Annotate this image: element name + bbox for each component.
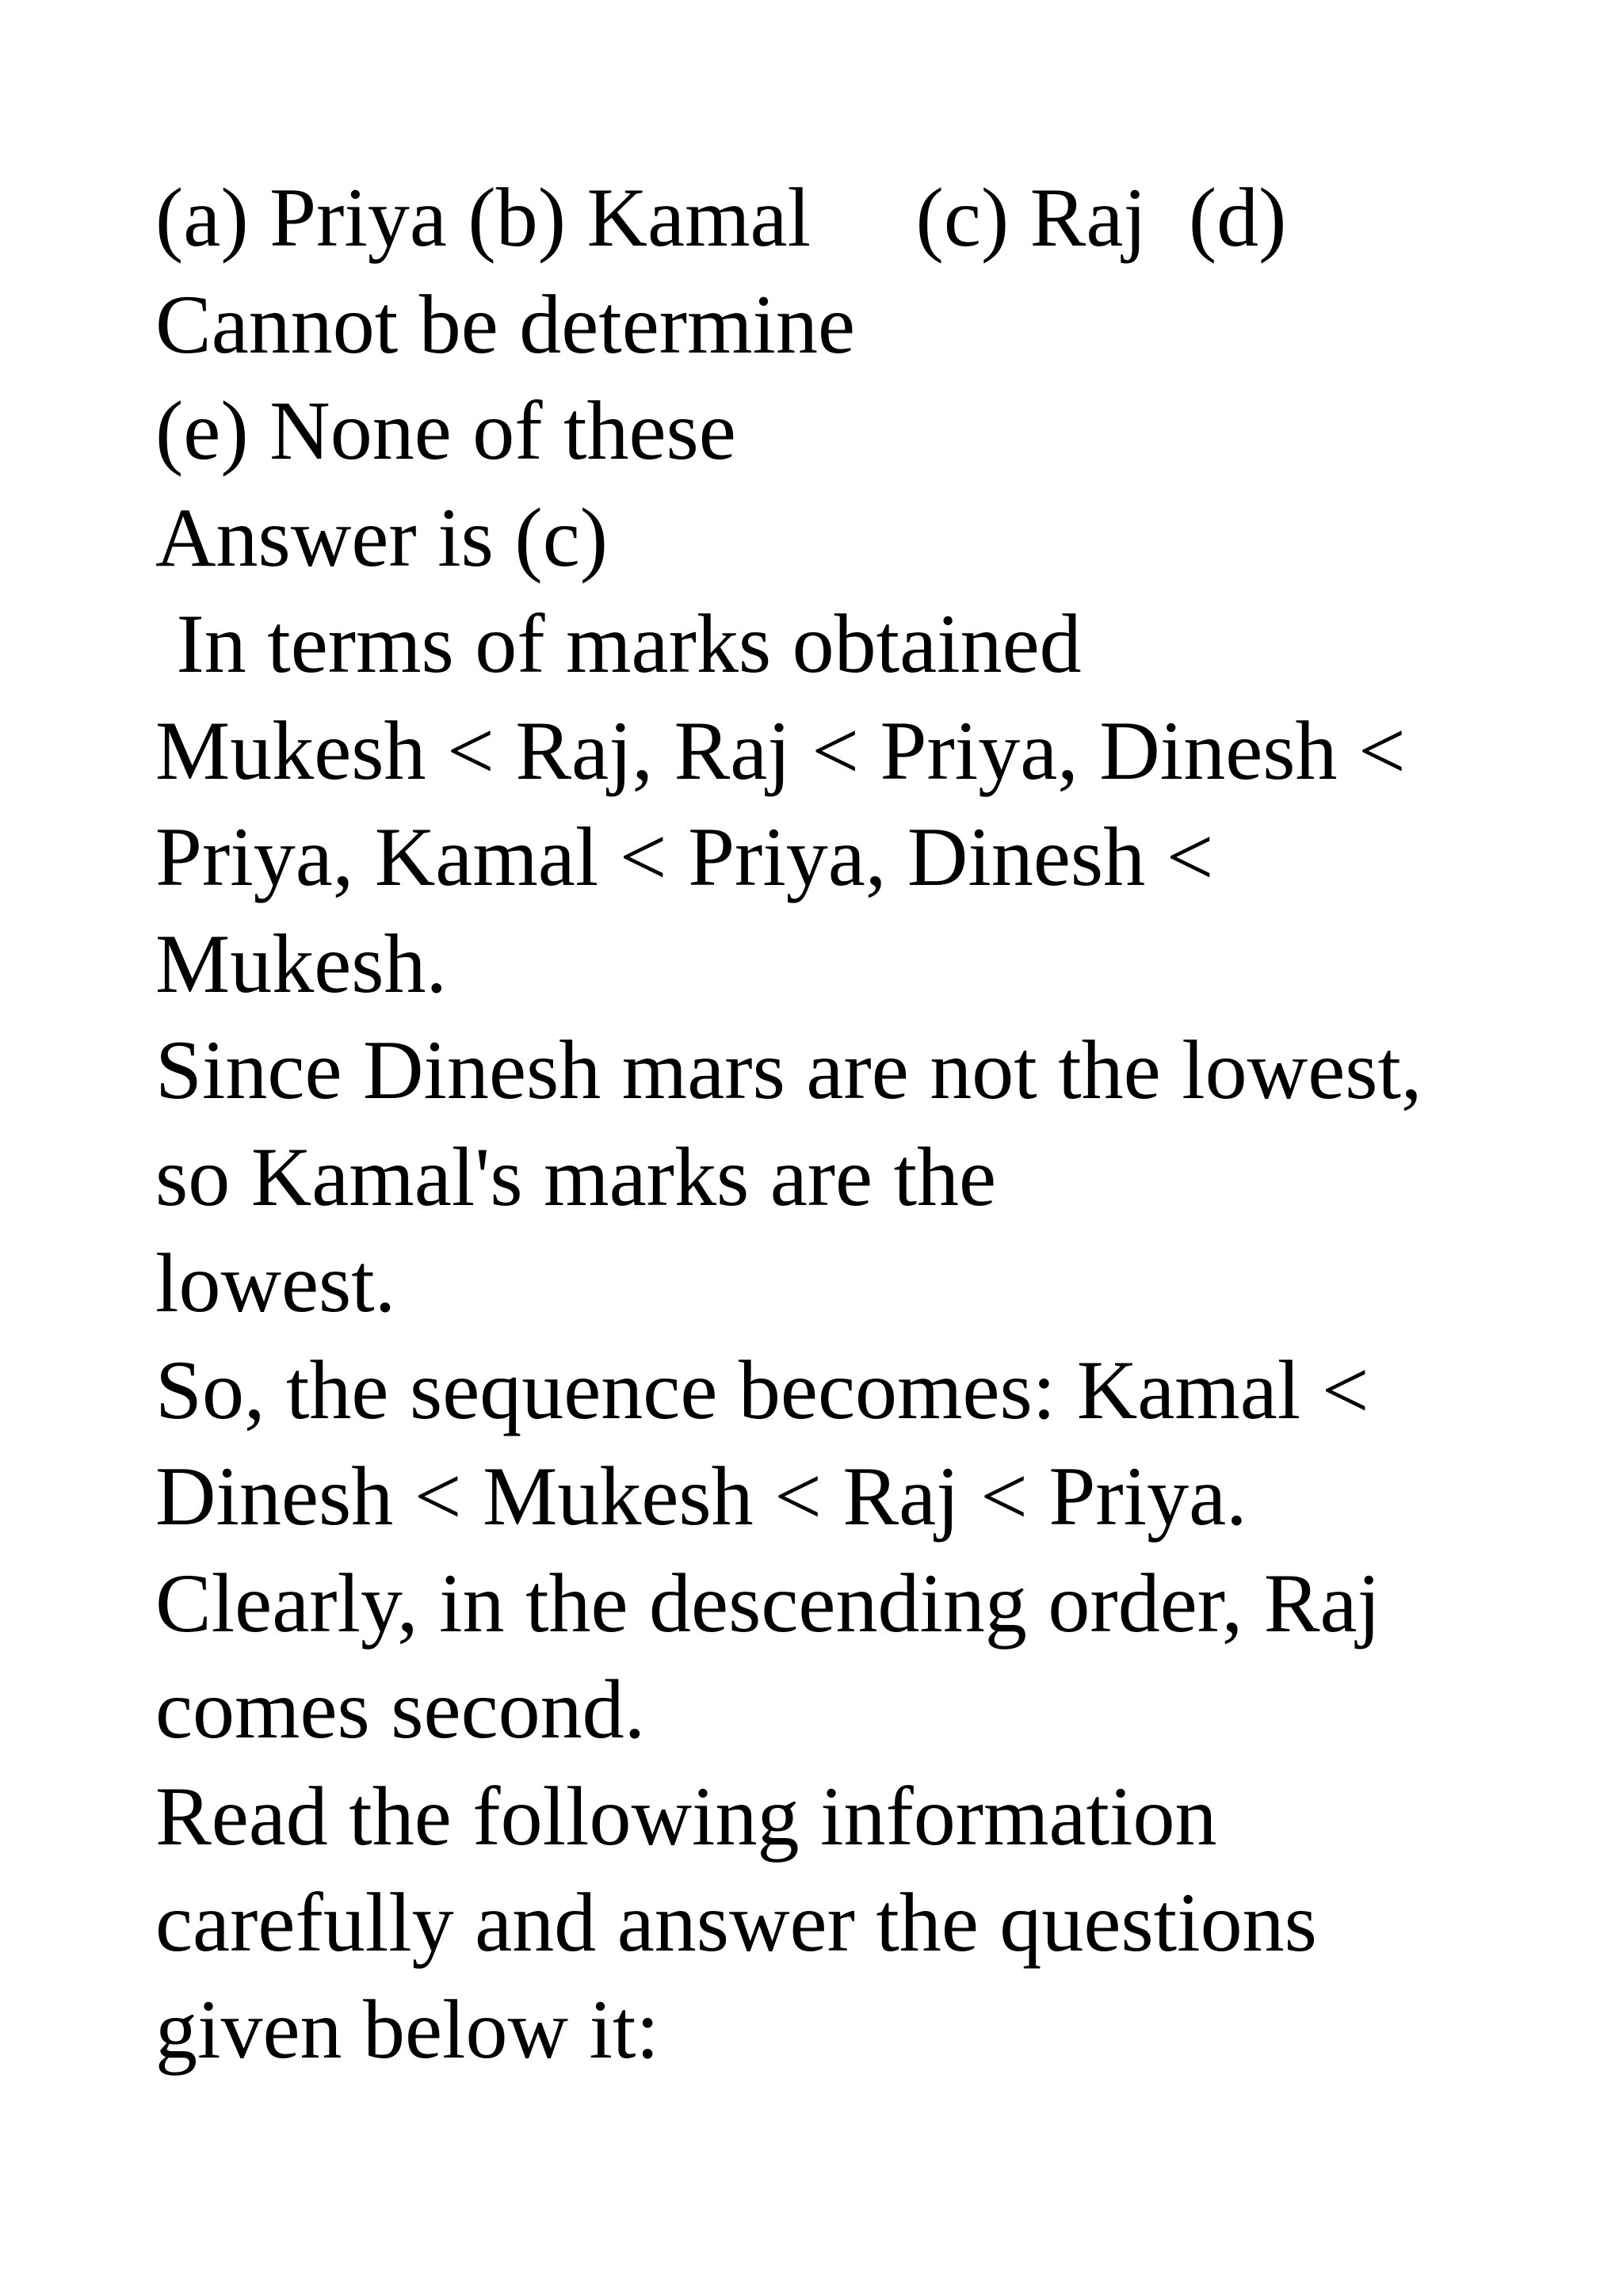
explanation-line: Mukesh < Raj, Raj < Priya, Dinesh < [155,704,1406,797]
explanation-line: Clearly, in the descending order, Raj [155,1556,1381,1650]
explanation-line: Dinesh < Mukesh < Raj < Priya. [155,1450,1247,1543]
explanation-line: comes second. [155,1663,646,1756]
instruction-line: Read the following information [155,1769,1217,1863]
explanation-line: So, the sequence becomes: Kamal < [155,1343,1369,1436]
options-line: (a) Priya (b) Kamal (c) Raj (d) [155,171,1287,264]
explanation-line: In terms of marks obtained [155,597,1082,690]
option-d-text: Cannot be determine [155,277,856,371]
explanation-line: Priya, Kamal < Priya, Dinesh < [155,810,1214,903]
option-e-text: (e) None of these [155,384,736,477]
document-text [155,165,1582,2083]
explanation-line: Since Dinesh mars are not the lowest, [155,1024,1423,1116]
explanation-line: Mukesh. [155,917,448,1010]
explanation-line: lowest. [155,1237,396,1329]
instruction-line: carefully and answer the questions [155,1876,1317,1969]
instruction-line: given below it: [155,1982,659,2076]
answer-line: Answer is (c) [155,490,609,584]
explanation-line: so Kamal's marks are the [155,1130,997,1223]
